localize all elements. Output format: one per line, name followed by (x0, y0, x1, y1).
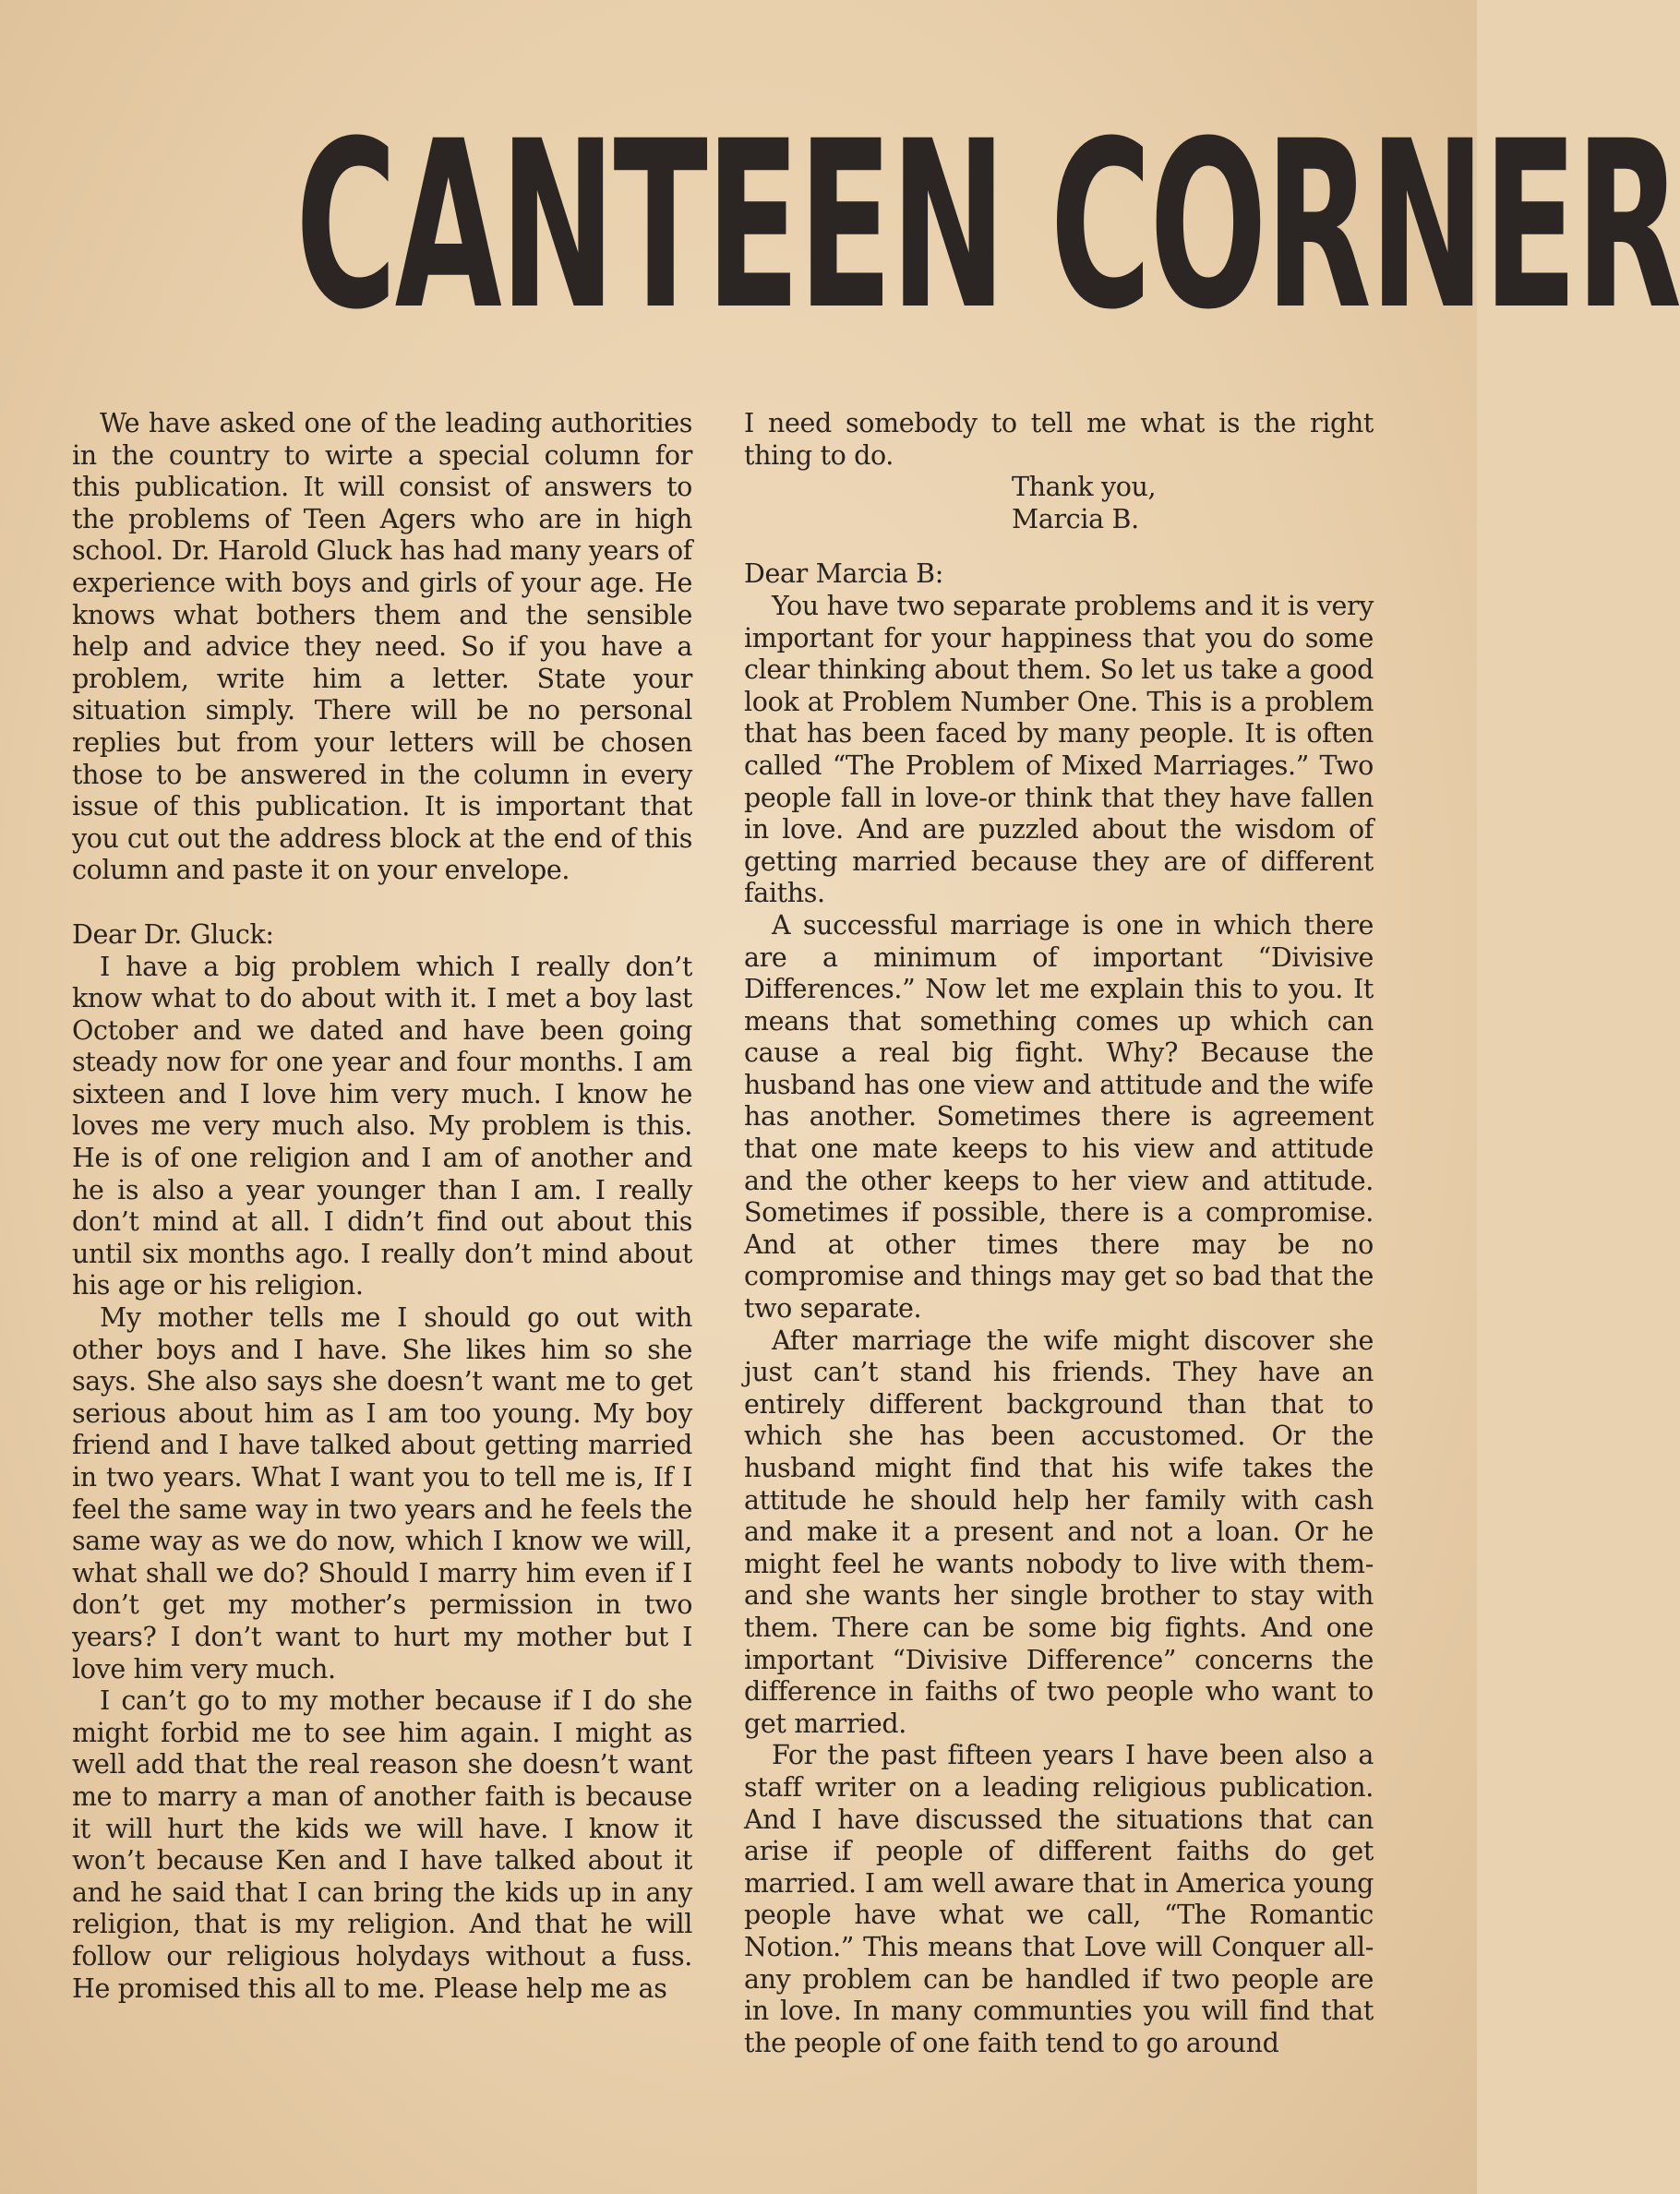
reply-paragraph: After marriage the wife might discover she just can’t stand his friends. They have an entirely different background than that to which she has been accustomed. Or the husband might find that his wife takes the attitude he should help her family with cash and make it a present and not a loan. Or he might feel he wants nobody to live with them-and she wants her single brother to stay with them. There can be some big fights. And one important “Divisive Difference” concerns the difference in faiths of two people who want to get married. (744, 1325, 1374, 1739)
right-column (744, 408, 1374, 2059)
left-column (72, 408, 692, 2005)
page-title: CANTEEN CORNER (294, 91, 1680, 360)
reply-salutation: Dear Marcia B: (744, 558, 943, 590)
intro-paragraph: We have asked one of the leading authorities in the country to wirte a special column for this publication. It will consist of answers to the problems of Teen Agers who are in high school. Dr. Harold Gluck has had many years of experience with boys and girls of your age. He knows what bothers them and the sensible help and advice they need. So if you have a problem, write him a letter. State your situation simply. There will be no personal replies but from your letters will be chosen those to be answered in the column in every issue of this publication. It is important that you cut out the address block at the end of this column and paste it on your envelope. (72, 408, 692, 886)
letter-salutation: Dear Dr. Gluck: (72, 918, 274, 950)
letter-paragraph: I can’t go to my mother because if I do she might forbid me to see him again. I might as well add that the real reason she doesn’t want me to marry a man of another faith is because it will hurt the kids we will have. I know it won’t because Ken and I have talked about it and he said that I can bring the kids up in any religion, that is my religion. And that he will follow our religious holydays without a fuss. He promised this all to me. Please help me as (72, 1685, 692, 2004)
reply-paragraph: For the past fifteen years I have been also a staff writer on a leading religious publication. And I have discussed the situations that can arise if people of different faiths do get married. I am well aware that in America young people have what we call, “The Romantic Notion.” This means that Love will Conquer all-any problem can be handled if two people are in love. In many communties you will find that the people of one faith tend to go around (744, 1740, 1374, 2058)
letter-paragraph: My mother tells me I should go out with other boys and I have. She likes him so she says. She also says she doesn’t want me to get serious about him as I am too young. My boy friend and I have talked about getting married in two years. What I want you to tell me is, If I feel the same way in two years and he feels the same way as we do now, which I know we will, what shall we do? Should I marry him even if I don’t get my mother’s permission in two years? I don’t want to hurt my mother but I love him very much. (72, 1302, 692, 1684)
letter-paragraph: I have a big problem which I really don’t know what to do about with it. I met a boy last October and we dated and have been going steady now for one year and four months. I am sixteen and I love him very much. I know he loves me very much also. My problem is this. He is of one religion and I am of another and he is also a year younger than I am. I really don’t mind at all. I didn’t find out about this until six months ago. I really don’t mind about his age or his religion. (72, 951, 692, 1301)
letter-signature: Marcia B. (1012, 503, 1139, 534)
letter-signoff: Thank you, (1012, 472, 1157, 503)
reply-paragraph: You have two separate problems and it is very important for your happiness that you do some clear thinking about them. So let us take a good look at Problem Number One. This is a problem that has been faced by many people. It is often called “The Problem of Mixed Marriages.” Two people fall in love-or think that they have fallen in love. And are puzzled about the wisdom of getting married because they are of different faiths. (744, 590, 1374, 909)
reply-paragraph: A successful marriage is one in which there are a minimum of important “Divisive Differences.” Now let me explain this to you. It means that something comes up which can cause a real big fight. Why? Because the husband has one view and attitude and the wife has another. Sometimes there is agreement that one mate keeps to his view and attitude and the other keeps to her view and attitude. Sometimes if possible, there is a compromise. And at other times there may be no compromise and things may get so bad that the two separate. (744, 909, 1374, 1325)
letter-continuation: I need somebody to tell me what is the right thing to do. (744, 408, 1374, 471)
